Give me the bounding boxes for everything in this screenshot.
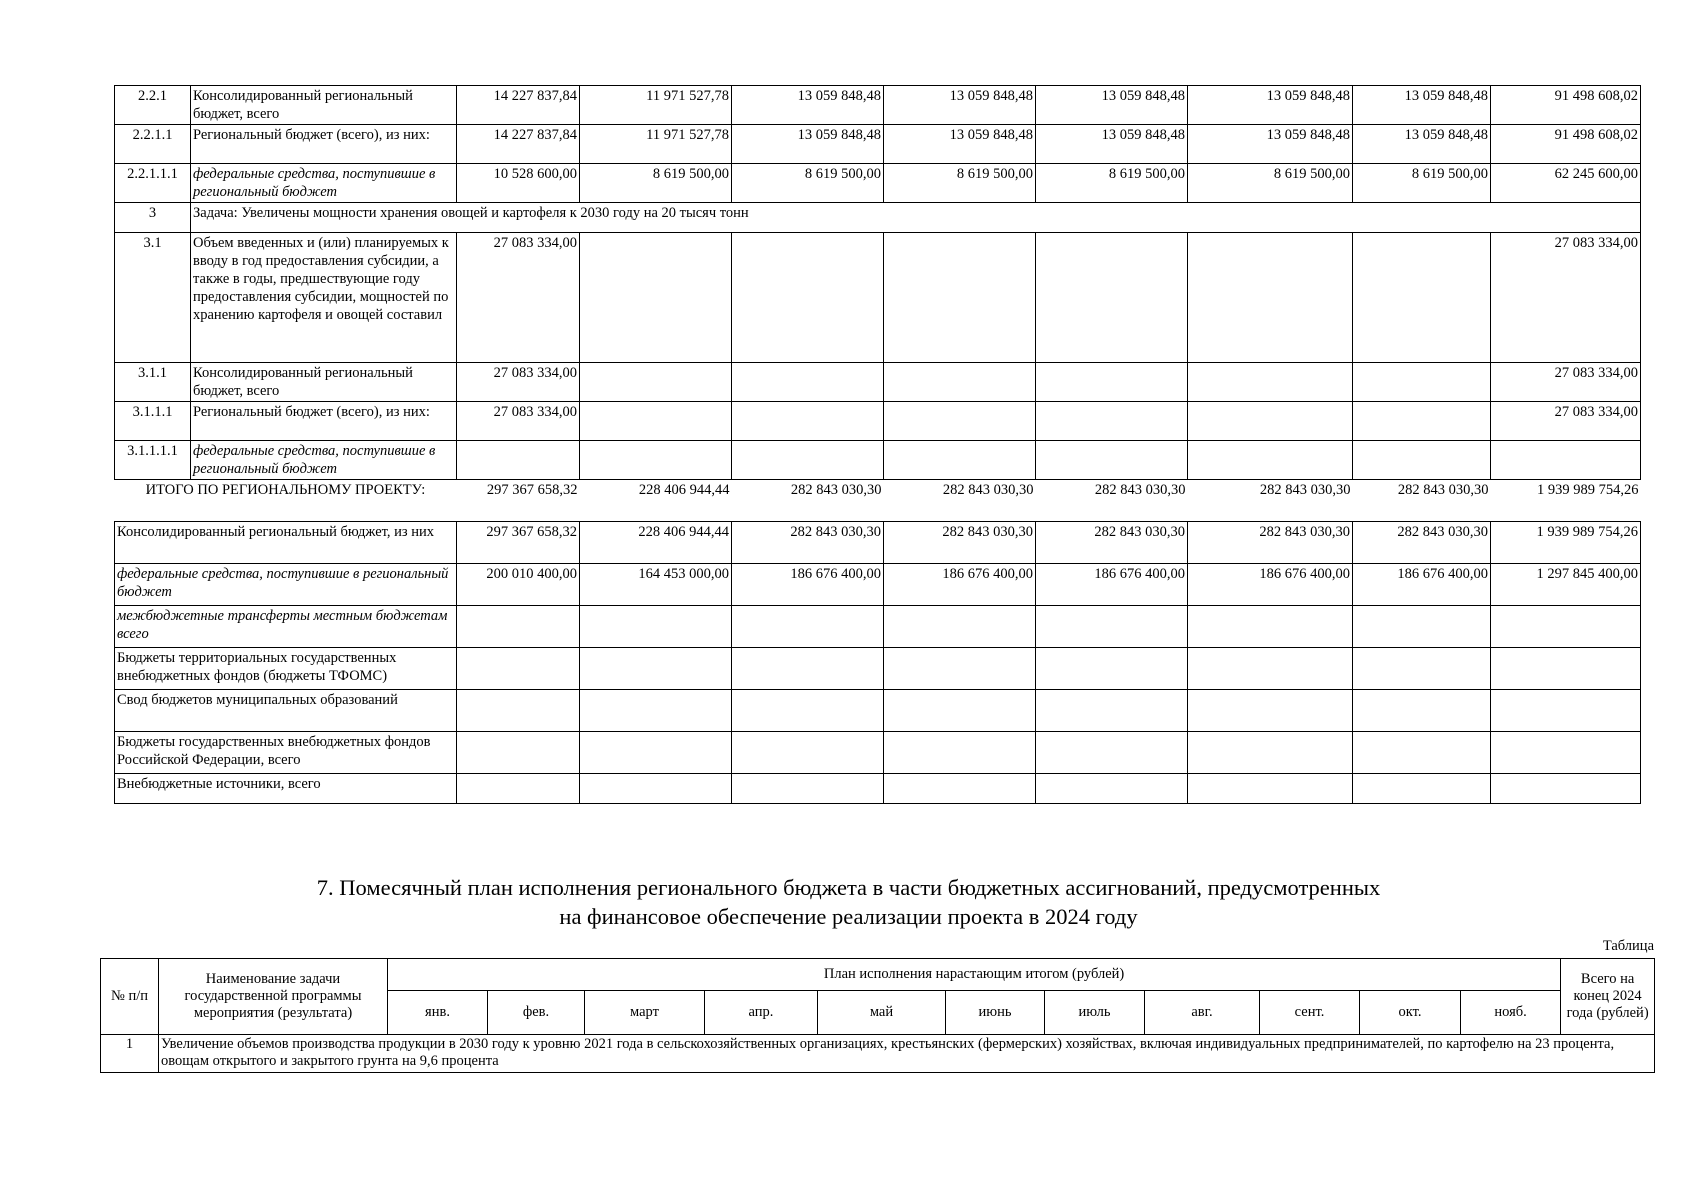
value-cell: 13 059 848,48 bbox=[732, 86, 884, 125]
value-cell: 8 619 500,00 bbox=[732, 164, 884, 203]
value-cell: 62 245 600,00 bbox=[1491, 164, 1641, 203]
goal-text: Увеличение объемов производства продукции в 2030 году к уровню 2021 года в сельскохозяйственных организациях, крестьянских (фермерских) хозяйствах, включая индивидуальных предпринимателей, по картофелю на 23 процента, овощам открытого и закрытого грунта на 9,6 процента bbox=[159, 1035, 1655, 1073]
value-cell bbox=[884, 363, 1036, 402]
value-cell: 8 619 500,00 bbox=[1188, 164, 1353, 203]
value-cell bbox=[884, 441, 1036, 480]
value-cell: 13 059 848,48 bbox=[1036, 86, 1188, 125]
section-heading bbox=[0, 873, 1697, 931]
value-cell: 297 367 658,32 bbox=[457, 522, 580, 564]
value-cell: 14 227 837,84 bbox=[457, 125, 580, 164]
summary-label: межбюджетные трансферты местным бюджетам всего bbox=[115, 606, 457, 648]
value-cell bbox=[1491, 648, 1641, 690]
value-cell bbox=[1188, 441, 1353, 480]
value-cell bbox=[1353, 648, 1491, 690]
summary-label: Внебюджетные источники, всего bbox=[115, 774, 457, 804]
value-cell: 13 059 848,48 bbox=[1036, 125, 1188, 164]
value-cell bbox=[1188, 690, 1353, 732]
summary-row bbox=[115, 606, 1641, 648]
value-cell bbox=[1188, 606, 1353, 648]
value-cell bbox=[580, 402, 732, 441]
value-cell bbox=[884, 732, 1036, 774]
value-cell bbox=[732, 233, 884, 363]
total-value-cell: 282 843 030,30 bbox=[1036, 480, 1188, 522]
value-cell: 282 843 030,30 bbox=[732, 522, 884, 564]
summary-row bbox=[115, 648, 1641, 690]
value-cell: 228 406 944,44 bbox=[580, 522, 732, 564]
value-cell bbox=[732, 732, 884, 774]
value-cell: 13 059 848,48 bbox=[884, 125, 1036, 164]
value-cell: 200 010 400,00 bbox=[457, 564, 580, 606]
value-cell: 13 059 848,48 bbox=[1188, 125, 1353, 164]
value-cell: 27 083 334,00 bbox=[457, 402, 580, 441]
monthly-plan-table bbox=[100, 958, 1655, 1073]
value-cell bbox=[580, 648, 732, 690]
month-header: фев. bbox=[488, 991, 585, 1035]
header-plan: План исполнения нарастающим итогом (рублей) bbox=[388, 959, 1561, 991]
table-row bbox=[115, 164, 1641, 203]
summary-row bbox=[115, 522, 1641, 564]
row-number: 3.1.1.1.1 bbox=[115, 441, 191, 480]
value-cell bbox=[1353, 690, 1491, 732]
month-header: янв. bbox=[388, 991, 488, 1035]
value-cell bbox=[457, 732, 580, 774]
value-cell bbox=[1491, 606, 1641, 648]
value-cell bbox=[1491, 732, 1641, 774]
table-caption: Таблица bbox=[1602, 938, 1654, 954]
value-cell: 11 971 527,78 bbox=[580, 125, 732, 164]
value-cell: 1 297 845 400,00 bbox=[1491, 564, 1641, 606]
header-task-name: Наименование задачи государственной программы мероприятия (результата) bbox=[159, 959, 388, 1035]
value-cell bbox=[1188, 774, 1353, 804]
value-cell: 282 843 030,30 bbox=[1188, 522, 1353, 564]
task-title: Задача: Увеличены мощности хранения овощей и картофеля к 2030 году на 20 тысяч тонн bbox=[191, 203, 1641, 233]
value-cell bbox=[732, 690, 884, 732]
value-cell: 10 528 600,00 bbox=[457, 164, 580, 203]
value-cell bbox=[580, 233, 732, 363]
value-cell bbox=[580, 606, 732, 648]
value-cell: 27 083 334,00 bbox=[457, 363, 580, 402]
value-cell bbox=[1036, 648, 1188, 690]
value-cell bbox=[1188, 363, 1353, 402]
value-cell bbox=[457, 648, 580, 690]
value-cell bbox=[1353, 441, 1491, 480]
value-cell bbox=[1036, 233, 1188, 363]
value-cell bbox=[457, 774, 580, 804]
header-number: № п/п bbox=[101, 959, 159, 1035]
value-cell: 186 676 400,00 bbox=[1353, 564, 1491, 606]
value-cell bbox=[1036, 402, 1188, 441]
row-label: федеральные средства, поступившие в региональный бюджет bbox=[191, 441, 457, 480]
month-header: июнь bbox=[946, 991, 1045, 1035]
value-cell bbox=[457, 606, 580, 648]
table-row bbox=[115, 203, 1641, 233]
total-value-cell: 282 843 030,30 bbox=[1188, 480, 1353, 522]
summary-row bbox=[115, 690, 1641, 732]
total-value-cell: 228 406 944,44 bbox=[580, 480, 732, 522]
heading-line-1: 7. Помесячный план исполнения регионального бюджета в части бюджетных ассигнований, предусмотренных bbox=[316, 875, 1381, 900]
value-cell: 164 453 000,00 bbox=[580, 564, 732, 606]
month-header: июль bbox=[1045, 991, 1145, 1035]
value-cell: 27 083 334,00 bbox=[1491, 363, 1641, 402]
value-cell: 27 083 334,00 bbox=[1491, 402, 1641, 441]
row-label: Региональный бюджет (всего), из них: bbox=[191, 125, 457, 164]
row-number: 2.2.1 bbox=[115, 86, 191, 125]
value-cell bbox=[1491, 690, 1641, 732]
value-cell bbox=[580, 441, 732, 480]
summary-row bbox=[115, 564, 1641, 606]
value-cell bbox=[884, 774, 1036, 804]
value-cell bbox=[884, 690, 1036, 732]
summary-label: федеральные средства, поступившие в региональный бюджет bbox=[115, 564, 457, 606]
value-cell: 91 498 608,02 bbox=[1491, 86, 1641, 125]
summary-row bbox=[115, 732, 1641, 774]
value-cell bbox=[732, 774, 884, 804]
total-value-cell: 1 939 989 754,26 bbox=[1491, 480, 1641, 522]
row-label: Консолидированный региональный бюджет, всего bbox=[191, 86, 457, 125]
value-cell: 1 939 989 754,26 bbox=[1491, 522, 1641, 564]
value-cell: 27 083 334,00 bbox=[457, 233, 580, 363]
total-value-cell: 282 843 030,30 bbox=[884, 480, 1036, 522]
value-cell: 11 971 527,78 bbox=[580, 86, 732, 125]
value-cell bbox=[732, 363, 884, 402]
summary-label: Бюджеты территориальных государственных внебюджетных фондов (бюджеты ТФОМС) bbox=[115, 648, 457, 690]
value-cell: 8 619 500,00 bbox=[884, 164, 1036, 203]
total-value-cell: 297 367 658,32 bbox=[457, 480, 580, 522]
table-row bbox=[115, 441, 1641, 480]
value-cell: 186 676 400,00 bbox=[732, 564, 884, 606]
row-number: 2.2.1.1.1 bbox=[115, 164, 191, 203]
value-cell bbox=[1188, 732, 1353, 774]
value-cell bbox=[580, 732, 732, 774]
summary-row bbox=[115, 774, 1641, 804]
value-cell bbox=[1491, 774, 1641, 804]
table-row bbox=[115, 125, 1641, 164]
value-cell: 282 843 030,30 bbox=[1036, 522, 1188, 564]
total-value-cell: 282 843 030,30 bbox=[732, 480, 884, 522]
row-number: 1 bbox=[101, 1035, 159, 1073]
table-row bbox=[115, 86, 1641, 125]
value-cell bbox=[457, 690, 580, 732]
row-number: 3.1.1.1 bbox=[115, 402, 191, 441]
value-cell: 186 676 400,00 bbox=[1188, 564, 1353, 606]
month-header: апр. bbox=[705, 991, 818, 1035]
total-label: ИТОГО ПО РЕГИОНАЛЬНОМУ ПРОЕКТУ: bbox=[115, 480, 457, 522]
value-cell: 13 059 848,48 bbox=[884, 86, 1036, 125]
value-cell bbox=[580, 774, 732, 804]
value-cell bbox=[1188, 648, 1353, 690]
summary-label: Консолидированный региональный бюджет, из них bbox=[115, 522, 457, 564]
value-cell: 8 619 500,00 bbox=[580, 164, 732, 203]
value-cell: 27 083 334,00 bbox=[1491, 233, 1641, 363]
value-cell bbox=[884, 233, 1036, 363]
total-row bbox=[115, 480, 1641, 522]
table-row bbox=[115, 363, 1641, 402]
value-cell bbox=[1353, 606, 1491, 648]
value-cell: 186 676 400,00 bbox=[1036, 564, 1188, 606]
row-number: 2.2.1.1 bbox=[115, 125, 191, 164]
header-total: Всего на конец 2024 года (рублей) bbox=[1561, 959, 1655, 1035]
month-header: нояб. bbox=[1461, 991, 1561, 1035]
value-cell bbox=[1188, 233, 1353, 363]
value-cell: 91 498 608,02 bbox=[1491, 125, 1641, 164]
value-cell bbox=[1353, 402, 1491, 441]
value-cell: 8 619 500,00 bbox=[1036, 164, 1188, 203]
month-header: май bbox=[818, 991, 946, 1035]
value-cell: 282 843 030,30 bbox=[1353, 522, 1491, 564]
value-cell: 8 619 500,00 bbox=[1353, 164, 1491, 203]
value-cell bbox=[580, 690, 732, 732]
value-cell: 13 059 848,48 bbox=[1188, 86, 1353, 125]
value-cell bbox=[884, 402, 1036, 441]
value-cell bbox=[1353, 732, 1491, 774]
value-cell bbox=[1353, 233, 1491, 363]
table-row bbox=[115, 233, 1641, 363]
value-cell: 13 059 848,48 bbox=[732, 125, 884, 164]
value-cell: 13 059 848,48 bbox=[1353, 86, 1491, 125]
value-cell bbox=[732, 648, 884, 690]
table-row bbox=[115, 402, 1641, 441]
value-cell: 186 676 400,00 bbox=[884, 564, 1036, 606]
row-number: 3.1 bbox=[115, 233, 191, 363]
value-cell bbox=[1036, 774, 1188, 804]
row-number: 3 bbox=[115, 203, 191, 233]
row-number: 3.1.1 bbox=[115, 363, 191, 402]
value-cell bbox=[1188, 402, 1353, 441]
table-row bbox=[101, 1035, 1655, 1073]
value-cell bbox=[1353, 774, 1491, 804]
row-label: Региональный бюджет (всего), из них: bbox=[191, 402, 457, 441]
value-cell bbox=[457, 441, 580, 480]
value-cell bbox=[884, 606, 1036, 648]
value-cell bbox=[1491, 441, 1641, 480]
row-label: федеральные средства, поступившие в региональный бюджет bbox=[191, 164, 457, 203]
value-cell bbox=[1036, 441, 1188, 480]
month-header: окт. bbox=[1360, 991, 1461, 1035]
row-label: Объем введенных и (или) планируемых к вводу в год предоставления субсидии, а также в годы, предшествующие году предоставления субсидии, мощностей по хранению картофеля и овощей составил bbox=[191, 233, 457, 363]
value-cell bbox=[732, 606, 884, 648]
value-cell: 13 059 848,48 bbox=[1353, 125, 1491, 164]
value-cell bbox=[732, 441, 884, 480]
budget-table bbox=[114, 85, 1641, 804]
value-cell bbox=[1036, 732, 1188, 774]
row-label: Консолидированный региональный бюджет, всего bbox=[191, 363, 457, 402]
value-cell bbox=[732, 402, 884, 441]
value-cell bbox=[1036, 690, 1188, 732]
value-cell bbox=[580, 363, 732, 402]
heading-line-2: на финансовое обеспечение реализации проекта в 2024 году bbox=[559, 904, 1138, 929]
value-cell: 282 843 030,30 bbox=[884, 522, 1036, 564]
month-header: авг. bbox=[1145, 991, 1260, 1035]
value-cell bbox=[1353, 363, 1491, 402]
value-cell bbox=[1036, 363, 1188, 402]
summary-label: Свод бюджетов муниципальных образований bbox=[115, 690, 457, 732]
month-header: сент. bbox=[1260, 991, 1360, 1035]
total-value-cell: 282 843 030,30 bbox=[1353, 480, 1491, 522]
summary-label: Бюджеты государственных внебюджетных фондов Российской Федерации, всего bbox=[115, 732, 457, 774]
value-cell bbox=[1036, 606, 1188, 648]
value-cell: 14 227 837,84 bbox=[457, 86, 580, 125]
month-header: март bbox=[585, 991, 705, 1035]
value-cell bbox=[884, 648, 1036, 690]
